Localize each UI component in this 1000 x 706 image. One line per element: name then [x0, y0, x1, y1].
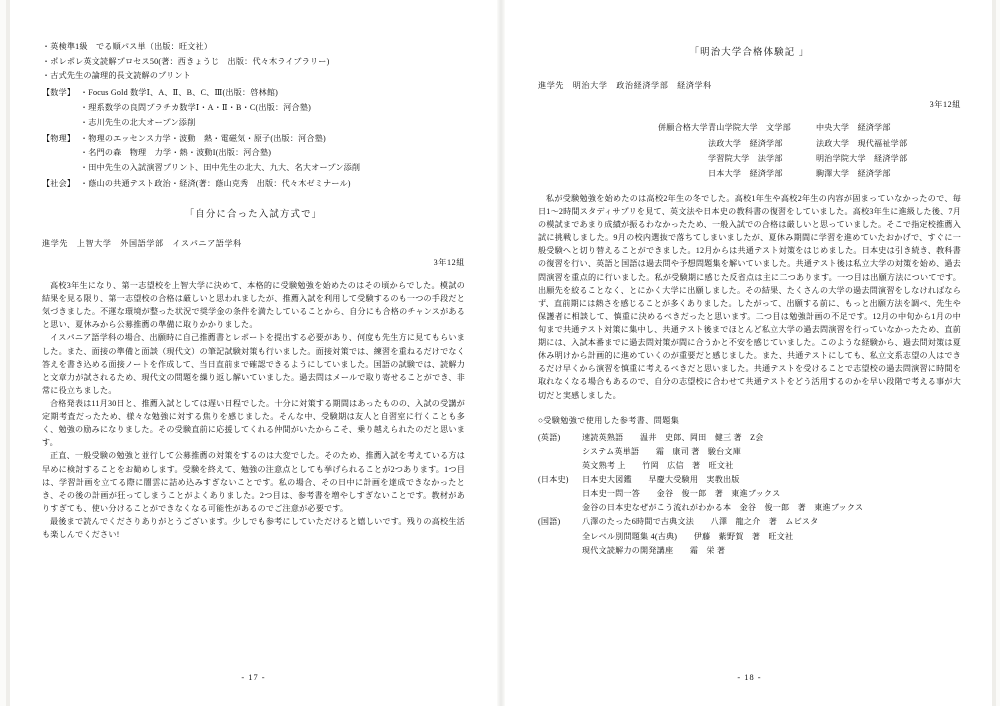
article-title-left: 「自分に合った入試方式で」 — [184, 209, 323, 220]
subject-label: 【物理】 — [42, 133, 76, 143]
school-cell: 中央大学 経済学部 — [816, 123, 891, 133]
subject-label: 【社会】 — [42, 178, 76, 188]
booklist-subject: (英語) — [538, 432, 561, 442]
destination-line-left: 進学先 上智大学 外国語学部 イスパニア語学科 — [42, 238, 242, 248]
reference-book-list — [42, 40, 465, 192]
book-gutter — [497, 0, 505, 706]
school-cell: 日本大学 経済学部 — [708, 168, 783, 178]
body-paragraph: イスパニア語学科の場合、出願時に自己推薦書とレポートを提出する必要があり、何度も先生方に見てもらいました。また、面接の準備と面談（現代文）の筆記試験対策も行いました。面接対策では、練習を重ねるだけでなく答えを書き込める面接ノートを作成して、当日直前まで確認できるようにしていました。国語の試験では、読解力と文章力が試されるため、現代文の問題を繰り返し解いていました。過去問はメールで取り寄せることができ、非常に役立ちました。 — [42, 333, 465, 395]
list-item: ・英検準1級 でる順パス単（出版：旺文社） — [42, 42, 213, 51]
schools-lead-label — [658, 167, 708, 180]
booklist-entry: 現代文読解力の開発講座 霜 栄 著 — [582, 545, 726, 555]
right-page-column — [538, 40, 961, 558]
list-item: ・志川先生の北大オープン添削 — [80, 117, 196, 127]
schools-lead-label: 併願合格大学 — [658, 123, 708, 133]
booklist-row — [538, 473, 961, 486]
booklist-entry: 金谷の日本史なぜがこう流れがわかる本 金谷 俊一郎 著 東進ブックス — [582, 503, 864, 513]
body-paragraph: 私が受験勉強を始めたのは高校2年生の冬でした。高校1年生や高校2年生の内容が固まっていなかったので、毎日1〜2時間スタディサプリを見て、英文法や日本史の教科書の復習をしていました。高校3年生に進級した後、7月の模試まであまり成績が振るわなかったため、一般入試での合格は厳しいと思っていました。そこで指定校推薦入試に挑戦しました。9月の校内選抜で落ちてしまいましたが、夏休み期間に学習を進めていたおかげで、すぐに一般受験へと切り替えることができました。12月からは共通テスト対策をはじめました。日本史は引き続き、教科書の復習を行い、英語と国語は過去問や予想問題集を解いていました。共通テスト後は私立大学の対策を始め、過去問演習を重点的に行いました。私が受験期に感じた反省点は主に二つあります。一つ目は出願方法についてです。出願先を絞ることなく、とにかく大学に出願しました。その結果、たくさんの大学の過去問演習をしなければならず、直前期には熱さを感じることが多くありました。したがって、出願する前に、もっと出願方法を調べ、先生や保護者に相談して、慎重に決めるべきだったと思います。二つ目は勉強計画の不足です。12月の中旬から1月の中旬まで共通テスト対策に集中し、共通テスト後までほとんど私立大学の過去問演習を行っていなかったため、直前期には、入試本番までに過去問対策が間に合うかと不安を感じていました。このような経験から、過去問対策は夏休み明けから計画的に進めていくのが重要だと感じました。また、共通テストにしても、私立文系志望の人はできるだけ早くから演習を慎重に考えるべきだと思いました。共通テストを受けることで志望校の過去問演習に時間を取れなくなる場合もあるので、自分の志望校に合わせて共通テストをどう活用するのかを早い段階で考える事が大切だと実感しました。 — [538, 193, 961, 400]
booklist-row — [538, 459, 961, 472]
booklist-row — [538, 530, 961, 543]
reference-plain-items — [42, 40, 465, 82]
booklist-row — [538, 431, 961, 444]
school-cell: 青山学院大学 文学部 — [708, 123, 791, 133]
body-paragraph: 最後まで読んでくださりありがとうございます。少しでも参考にしていただけると嬉しいです。残りの高校生活も楽しんでください! — [42, 517, 465, 540]
booklist-entry: 八澤のたった6時間で古典文法 八澤 龍之介 著 ムビスタ — [582, 517, 819, 527]
table-row — [658, 152, 961, 165]
subject-group-social — [42, 177, 465, 192]
booklist-row — [538, 487, 961, 500]
list-item: ・ポレポレ英文読解プロセス50(著：西きょうじ 出版：代々木ライブラリー) — [42, 56, 330, 66]
table-row — [658, 121, 961, 134]
booklist — [538, 431, 961, 557]
body-paragraph: 正直、一般受験の勉強と並行して公募推薦の対策をするのは大変でした。そのため、推薦入試を考えている方は早めに検討することをお勧めします。受験を終えて、勉強の注意点としても挙げられることが2つあります。1つ目は、学習計画を立てる際に闇雲に詰め込みすぎないことです。私の場合、その日中に計画を達成できなかったとき、その後の計画が狂ってしまうことがよくありました。2つ目は、参考書を増やしすぎないことです。教材がありすぎても、使い分けることができなくなる可能性があるのでご注意が必要です。 — [42, 451, 465, 513]
booklist-entry: システム英単語 霜 康司 著 駿台文庫 — [582, 446, 741, 456]
list-item: ・理系数学の良問プラチカ数学Ⅰ・A・Ⅱ・B・C(出版：河合塾) — [80, 102, 312, 112]
body-paragraph: 合格発表は11月30日と、推薦入試としては遅い日程でした。十分に対策する期間はあったものの、入試の受講が定期考査だったため、様々な勉強に対する焦りを感じました。そんな中、受験期は友人と自習室に行くことも多く、勉強の励みになりました。その受験直前に応援してくれる仲間がいたからこそ、乗り越えられたのだと思います。 — [42, 399, 465, 448]
left-page-column — [42, 40, 465, 541]
list-item: ・Focus Gold 数学Ⅰ、A、Ⅱ、B、C、Ⅲ(出版：啓林館) — [80, 88, 279, 98]
booklist-entry: 英文熟考 上 竹岡 広信 著 旺文社 — [582, 460, 734, 470]
booklist-entry: 速読英熟語 温井 史郎、岡田 健三 著 Z会 — [582, 432, 764, 442]
booklist-row — [538, 544, 961, 557]
school-cell: 法政大学 現代福祉学部 — [816, 138, 908, 148]
list-item: ・蔭山の共通テスト政治・経済(著：蔭山克秀 出版：代々木ゼミナール) — [80, 178, 351, 188]
page-number-left: - 17 - — [241, 673, 266, 682]
booklist-row — [538, 515, 961, 528]
booklist-subject: (国語) — [538, 517, 561, 527]
subject-group-physics — [42, 132, 465, 176]
body-paragraph: 高校3年生になり、第一志望校を上智大学に決めて、本格的に受験勉強を始めたのはその頃からでした。模試の結果を見る限り、第一志望校の合格は厳しいと思われましたが、推薦入試を利用して受験するのも一つの手段だと気づきました。不運な環境が整った状況で奨学金の条件を満たしていることから、自分にも合格のチャンスがあると思い、夏休みから公募推薦の準備に取りかかりました。 — [42, 281, 465, 330]
booklist-entry: 全レベル別問題集 4(古典) 伊藤 紫野賀 著 旺文社 — [582, 531, 794, 541]
booklist-entry: 日本史一問一答 金谷 俊一郎 著 東進ブックス — [582, 489, 781, 499]
school-cell: 学習院大学 法学部 — [708, 153, 783, 163]
booklist-row — [538, 445, 961, 458]
schools-lead-label — [658, 137, 708, 150]
accepted-schools-table — [538, 121, 961, 179]
class-line-right: 3年12組 — [929, 100, 961, 110]
destination-line-right: 進学先 明治大学 政治経済学部 経済学科 — [538, 81, 712, 91]
article-title-right: 「明治大学合格体験記 」 — [689, 48, 810, 58]
table-row — [658, 137, 961, 150]
subject-label: 【数学】 — [42, 88, 76, 98]
subject-group-math — [42, 86, 465, 130]
list-item: ・名門の森 物理 力学・熱・波動I(出版：河合塾) — [80, 148, 272, 158]
school-cell: 明治学院大学 経済学部 — [816, 153, 908, 163]
booklist-row — [538, 501, 961, 514]
page-number-right: - 18 - — [737, 673, 762, 682]
list-item: ・物理のエッセンス力学・波動 熱・電磁気・原子(出版：河合塾) — [80, 133, 326, 143]
booklist-entry: 日本史大図鑑 早慶大受験用 実教出版 — [582, 475, 740, 485]
list-item: ・田中先生の入試演習プリント、田中先生の北大、九大、名大オープン添削 — [80, 162, 361, 172]
booklist-heading: ○受験勉強で使用した参考書、問題集 — [538, 415, 680, 425]
class-line-left: 3年12組 — [433, 257, 465, 267]
table-row — [658, 167, 961, 180]
list-item: ・古式先生の論理的長文読解のプリント — [42, 71, 191, 81]
schools-lead-label — [658, 152, 708, 165]
school-cell: 法政大学 経済学部 — [708, 138, 783, 148]
school-cell: 駒澤大学 経済学部 — [816, 168, 891, 178]
booklist-subject: (日本史) — [538, 475, 569, 485]
